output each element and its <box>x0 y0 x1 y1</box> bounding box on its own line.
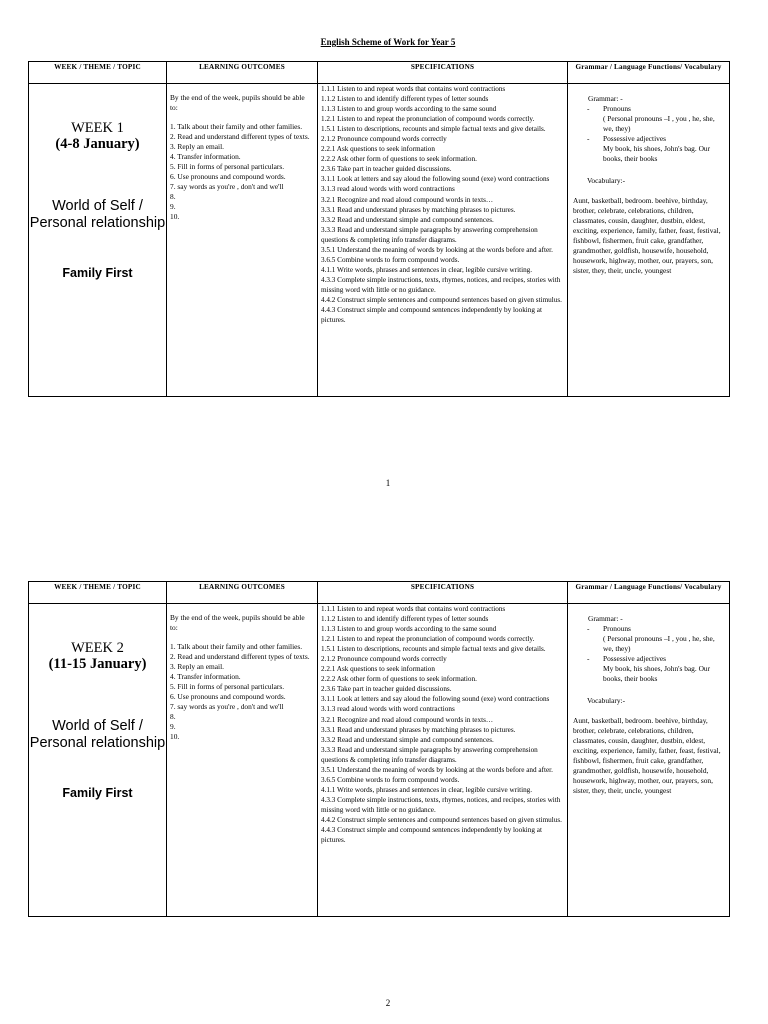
specification-item: 3.6.5 Combine words to form compound words. <box>321 255 460 264</box>
possessive-label: - Possessive adjectives <box>573 134 726 144</box>
learning-outcome-item: 2. Read and understand different types of texts. <box>170 132 310 141</box>
specification-item: 2.3.6 Take part in teacher guided discussions. <box>321 165 452 174</box>
header-grammar-vocabulary: Grammar / Language Functions/ Vocabulary <box>568 62 730 84</box>
specification-item: 1.1.3 Listen to and group words according to the same sound <box>321 625 497 634</box>
specification-item: 3.6.5 Combine words to form compound words. <box>321 775 460 784</box>
specification-item: 3.3.3 Read and understand simple paragraphs by answering comprehension questions & completing info transfer diagrams. <box>321 745 538 764</box>
specification-item: 2.2.2 Ask other form of questions to seek information. <box>321 675 477 684</box>
learning-outcome-item: 4. Transfer information. <box>170 672 241 681</box>
specification-item: 2.1.2 Pronounce compound words correctly <box>321 655 447 664</box>
grammar-cell <box>568 604 730 917</box>
learning-outcome-item: 1. Talk about their family and other families. <box>170 122 303 131</box>
learning-outcome-item: 8. <box>170 192 176 201</box>
specification-item: 3.5.1 Understand the meaning of words by looking at the words before and after. <box>321 245 553 254</box>
specification-item: 1.5.1 Listen to descriptions, recounts and simple factual texts and give details. <box>321 125 546 134</box>
learning-outcome-item: 7. say words as you're , don't and we'll <box>170 702 284 711</box>
grammar-heading: Grammar: - <box>588 614 623 623</box>
specification-item: 4.1.1 Write words, phrases and sentences in clear, legible cursive writing. <box>321 265 533 274</box>
specification-item: 4.4.3 Construct simple and compound sentences independently by looking at pictures. <box>321 306 542 325</box>
learning-outcome-item: 10. <box>170 732 180 741</box>
specification-item: 2.2.2 Ask other form of questions to seek information. <box>321 155 477 164</box>
header-learning-outcomes: LEARNING OUTCOMES <box>167 62 318 84</box>
header-specifications: SPECIFICATIONS <box>318 582 568 604</box>
specification-item: 3.3.1 Read and understand phrases by matching phrases to pictures. <box>321 205 516 214</box>
specification-item: 3.2.1 Recognize and read aloud compound words in texts… <box>321 715 494 724</box>
specification-item: 4.4.2 Construct simple sentences and compound sentences based on given stimulus. <box>321 815 562 824</box>
theme-label: World of Self / Personal relationship <box>29 718 166 751</box>
learning-outcomes-intro: By the end of the week, pupils should be able to: <box>170 613 305 632</box>
specification-item: 1.2.1 Listen to and repeat the pronunciation of compound words correctly. <box>321 635 535 644</box>
week-cell <box>29 604 167 917</box>
header-week-theme-topic: WEEK / THEME / TOPIC <box>29 582 167 604</box>
learning-outcome-item: 5. Fill in forms of personal particulars. <box>170 682 285 691</box>
learning-outcome-item: 6. Use pronouns and compound words. <box>170 692 286 701</box>
learning-outcome-item: 9. <box>170 202 176 211</box>
pronouns-detail: ( Personal pronouns –I , you , he, she, we, they) <box>603 114 715 133</box>
learning-outcome-item: 9. <box>170 722 176 731</box>
vocabulary-list: Aunt, basketball, bedroom. beehive, birthday, brother, celebrate, celebrations, children, classmates, cousin, daughter, dustbin, eldest, exciting, experience, family, father, feast, festival, fishbowl, fishermen, fruit cake, grandfather, grandmother, goldfish, housewife, household, housework, highway, mother, our, prayers, son, sister, they, their, uncle, youngest <box>573 716 721 795</box>
specification-item: 1.5.1 Listen to descriptions, recounts and simple factual texts and give details. <box>321 645 546 654</box>
document-title: English Scheme of Work for Year 5 <box>320 37 456 47</box>
grammar-heading: Grammar: - <box>588 94 623 103</box>
topic-label: Family First <box>62 786 133 800</box>
topic-label: Family First <box>62 266 133 280</box>
week-label: WEEK 1 <box>71 120 124 136</box>
possessive-label: - Possessive adjectives <box>573 654 726 664</box>
learning-outcome-item: 7. say words as you're , don't and we'll <box>170 182 284 191</box>
header-week-theme-topic: WEEK / THEME / TOPIC <box>29 62 167 84</box>
specification-item: 2.3.6 Take part in teacher guided discussions. <box>321 685 452 694</box>
specification-item: 3.1.3 read aloud words with word contractions <box>321 185 455 194</box>
specifications-cell <box>318 84 568 397</box>
vocabulary-heading: Vocabulary:- <box>587 696 626 705</box>
specifications-cell <box>318 604 568 917</box>
week-cell <box>29 84 167 397</box>
specification-item: 1.1.2 Listen to and identify different types of letter sounds <box>321 615 489 624</box>
specification-item: 4.4.3 Construct simple and compound sentences independently by looking at pictures. <box>321 826 542 845</box>
specification-item: 1.1.3 Listen to and group words according to the same sound <box>321 105 497 114</box>
specification-item: 4.4.2 Construct simple sentences and compound sentences based on given stimulus. <box>321 295 562 304</box>
learning-outcomes-intro: By the end of the week, pupils should be able to: <box>170 93 305 112</box>
header-learning-outcomes: LEARNING OUTCOMES <box>167 582 318 604</box>
specification-item: 2.2.1 Ask questions to seek information <box>321 665 435 674</box>
specification-item: 1.2.1 Listen to and repeat the pronunciation of compound words correctly. <box>321 115 535 124</box>
learning-outcome-item: 6. Use pronouns and compound words. <box>170 172 286 181</box>
vocabulary-list: Aunt, basketball, bedroom. beehive, birthday, brother, celebrate, celebrations, children, classmates, cousin, daughter, dustbin, eldest, exciting, experience, family, father, feast, festival, fishbowl, fishermen, fruit cake, grandfather, grandmother, goldfish, housewife, household, housework, highway, mother, our, prayers, son, sister, they, their, uncle, youngest <box>573 196 721 275</box>
specification-item: 1.1.1 Listen to and repeat words that contains word contractions <box>321 85 506 93</box>
learning-outcomes-cell <box>167 84 318 397</box>
specification-item: 3.1.1 Look at letters and say aloud the following sound (exe) word contractions <box>321 175 550 184</box>
possessive-detail: My book, his shoes, John's bag. Our books, their books <box>603 144 711 163</box>
specification-item: 3.3.2 Read and understand simple and compound sentences. <box>321 215 494 224</box>
specification-item: 2.1.2 Pronounce compound words correctly <box>321 135 447 144</box>
specification-item: 4.3.3 Complete simple instructions, texts, rhymes, notices, and recipes, stories with missing word with little or no guidance. <box>321 795 561 814</box>
specification-item: 4.1.1 Write words, phrases and sentences in clear, legible cursive writing. <box>321 785 533 794</box>
learning-outcome-item: 5. Fill in forms of personal particulars. <box>170 162 285 171</box>
specification-item: 3.5.1 Understand the meaning of words by looking at the words before and after. <box>321 765 553 774</box>
pronouns-label: - Pronouns <box>573 624 726 634</box>
page-number: 2 <box>385 998 391 1008</box>
learning-outcomes-cell <box>167 604 318 917</box>
specification-item: 2.2.1 Ask questions to seek information <box>321 145 435 154</box>
week-label: WEEK 2 <box>71 640 124 656</box>
specification-item: 1.1.1 Listen to and repeat words that contains word contractions <box>321 605 506 613</box>
vocabulary-heading: Vocabulary:- <box>587 176 626 185</box>
learning-outcome-item: 2. Read and understand different types of texts. <box>170 652 310 661</box>
learning-outcome-item: 8. <box>170 712 176 721</box>
specification-item: 3.2.1 Recognize and read aloud compound words in texts… <box>321 195 494 204</box>
week-dates: (11-15 January) <box>48 656 147 672</box>
specification-item: 3.3.1 Read and understand phrases by matching phrases to pictures. <box>321 725 516 734</box>
theme-label: World of Self / Personal relationship <box>29 198 166 231</box>
specification-item: 1.1.2 Listen to and identify different types of letter sounds <box>321 95 489 104</box>
week-dates: (4-8 January) <box>55 136 140 152</box>
specification-item: 3.1.1 Look at letters and say aloud the following sound (exe) word contractions <box>321 695 550 704</box>
learning-outcome-item: 10. <box>170 212 180 221</box>
header-grammar-vocabulary: Grammar / Language Functions/ Vocabulary <box>568 582 730 604</box>
specification-item: 3.3.3 Read and understand simple paragraphs by answering comprehension questions & completing info transfer diagrams. <box>321 225 538 244</box>
learning-outcome-item: 4. Transfer information. <box>170 152 241 161</box>
learning-outcome-item: 1. Talk about their family and other families. <box>170 642 303 651</box>
learning-outcome-item: 3. Reply an email. <box>170 662 224 671</box>
specification-item: 3.1.3 read aloud words with word contractions <box>321 705 455 714</box>
header-specifications: SPECIFICATIONS <box>318 62 568 84</box>
learning-outcome-item: 3. Reply an email. <box>170 142 224 151</box>
grammar-cell <box>568 84 730 397</box>
pronouns-detail: ( Personal pronouns –I , you , he, she, we, they) <box>603 634 715 653</box>
scheme-table-week-1 <box>28 61 730 397</box>
specification-item: 4.3.3 Complete simple instructions, texts, rhymes, notices, and recipes, stories with missing word with little or no guidance. <box>321 275 561 294</box>
pronouns-label: - Pronouns <box>573 104 726 114</box>
page-number: 1 <box>385 478 391 488</box>
scheme-table-week-2 <box>28 581 730 917</box>
specification-item: 3.3.2 Read and understand simple and compound sentences. <box>321 735 494 744</box>
possessive-detail: My book, his shoes, John's bag. Our books, their books <box>603 664 711 683</box>
